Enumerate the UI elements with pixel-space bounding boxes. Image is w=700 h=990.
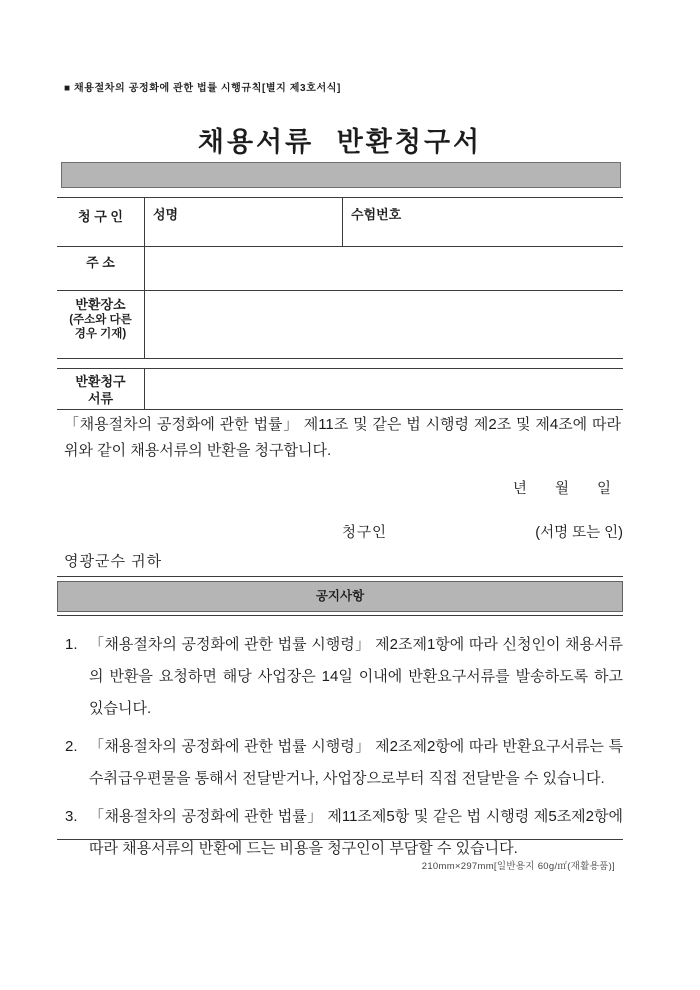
name-input-cell[interactable] [145,198,343,246]
notice-item [57,629,623,725]
return-place-note-line1: (주소와 다른 [69,314,132,326]
notice-item [57,801,623,865]
addressee: 영광군수 귀하 [64,553,163,570]
exam-number-label: 수험번호 [351,207,402,222]
return-docs-input-cell[interactable] [145,369,623,409]
address-input-cell[interactable] [145,247,623,290]
signature-claimant-label: 청구인 [342,525,388,541]
notice-bar-underline [57,615,623,616]
notice-item-number: 1. [65,636,78,653]
return-docs-table [57,368,623,410]
year-label: 년 [512,481,527,497]
return-place-label [57,291,145,358]
table-row-return-place [57,291,623,359]
return-docs-value[interactable] [153,373,193,387]
exam-number-value[interactable] [405,205,445,219]
name-label: 성명 [153,207,179,222]
sign-or-seal-note: (서명 또는 인) [535,525,623,541]
regulation-reference: ■ 채용절차의 공정화에 관한 법률 시행규칙[별지 제3호서식] [64,83,341,94]
date-line [57,477,623,498]
page-title: 채용서류 반환청구서 [197,127,483,157]
return-docs-label [57,369,145,409]
return-place-value[interactable] [153,296,193,310]
month-label: 월 [554,481,569,497]
exam-number-input-cell[interactable] [343,198,623,246]
notice-top-rule [57,576,623,577]
notice-bottom-rule [57,839,623,840]
table-row-address [57,247,623,291]
claimant-label: 청 구 인 [57,198,145,246]
return-place-label-main: 반환장소 [75,297,126,312]
notice-item [57,731,623,795]
notice-item-text: 「채용절차의 공정화에 관한 법률」 제11조제5항 및 같은 법 시행령 제5조제2항에 따라 채용서류의 반환에 드는 비용을 청구인이 부담할 수 있습니다. [89,808,623,857]
return-place-note-line2: 경우 기재) [74,328,127,340]
signature-line [57,521,623,541]
paper-spec: 210mm×297mm[일반용지 60g/㎡(재활용품)] [421,861,615,872]
address-label: 주 소 [57,247,145,290]
request-statement: 「채용절차의 공정화에 관한 법률」 제11조 및 같은 법 시행령 제2조 및 제4조에 따라 위와 같이 채용서류의 반환을 청구합니다. [64,416,621,459]
return-place-input-cell[interactable] [145,291,623,358]
address-value[interactable] [153,252,193,266]
notice-section-title: 공지사항 [57,581,623,612]
title-separator-bar [61,162,621,188]
notice-list [57,629,623,871]
name-value[interactable] [182,205,222,219]
day-label: 일 [596,481,611,497]
notice-item-text: 「채용절차의 공정화에 관한 법률 시행령」 제2조제2항에 따라 반환요구서류는 특수취급우편물을 통해서 전달받거나, 사업장으로부터 직접 전달받을 수 있습니다. [89,738,623,787]
return-docs-label-line2: 서류 [87,391,114,406]
notice-item-number: 3. [65,808,78,825]
claimant-table [57,197,623,359]
notice-item-number: 2. [65,738,78,755]
table-row-claimant [57,198,623,247]
return-docs-label-line1: 반환청구 [75,374,126,389]
notice-item-text: 「채용절차의 공정화에 관한 법률 시행령」 제2조제1항에 따라 신청인이 채용서류의 반환을 요청하면 해당 사업장은 14일 이내에 반환요구서류를 발송하도록 하고 있습니다. [89,636,623,717]
